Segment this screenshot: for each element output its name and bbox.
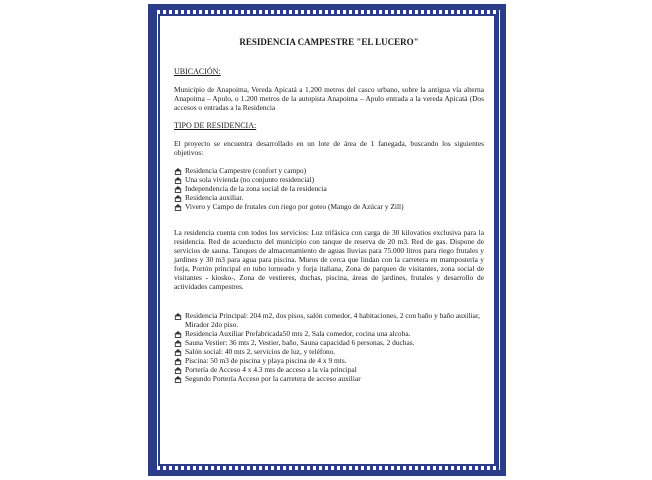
services-paragraph: La residencia cuenta con todos los servicios: Luz trifásica con carga de 30 kilovatios exclusiva para la residencia. Red de acueducto del municipio con tanque de reserva de 20 m3. Red de gas. Dispone de servicios de sauna. Tanques de almacenamiento de aguas lluvias para 75.000 litros para riego frutales y jardines y 30 m3 para agua para piscina. Muros de cerca que lindan con la carretera en mampostería y forja, Portón principal en tubo torneado y forja italiana, Zona de parqueo de visitantes, zona social de visitantes - kiosko-, Zona de vestieres, duchas, piscina, áreas de jardines, frutales y desarrollo de actividades campestres. — [174, 228, 484, 291]
list-item-text: Residencia Campestre (confort y campo) — [185, 166, 307, 175]
document-title: RESIDENCIA CAMPESTRE "EL LUCERO" — [239, 37, 419, 47]
list-item — [174, 184, 484, 193]
house-bullet-icon — [174, 330, 182, 338]
list-item — [174, 347, 484, 356]
house-bullet-icon — [174, 357, 182, 365]
list-item-text: Residencia Principal: 204 m2, dos pisos, salón comedor, 4 habitaciones, 2 con baño y baño auxiliar, Mirador 2do piso. — [185, 311, 480, 329]
list-item — [174, 193, 484, 202]
list-item — [174, 356, 484, 365]
tipo-residencia-heading: TIPO DE RESIDENCIA: — [174, 121, 257, 130]
list-item-text: Residencia Auxiliar Prefabricada50 mts 2, Sala comedor, cocina una alcoba. — [185, 329, 411, 338]
list-item-text: Residencia auxiliar. — [185, 193, 244, 202]
list-item-text: Piscina: 50 m3 de piscina y playa piscina de 4 x 9 mts. — [185, 356, 347, 365]
list-item-text: Salón social: 40 mts 2, servicios de luz, y teléfono. — [185, 347, 336, 356]
house-bullet-icon — [174, 185, 182, 193]
tipo-residencia-intro: El proyecto se encuentra desarrollado en un lote de área de 1 fanegada, buscando los siguientes objetivos: — [174, 139, 484, 157]
list-item-text: Independencia de la zona social de la residencia — [185, 184, 327, 193]
list-item — [174, 166, 484, 175]
list-item — [174, 365, 484, 374]
list-item — [174, 202, 484, 211]
objectives-list — [174, 166, 484, 211]
list-item-text: Segundo Portería Acceso por la carretera de acceso auxiliar — [185, 374, 361, 383]
page-border-frame — [148, 4, 506, 476]
ubicacion-heading: UBICACIÓN: — [174, 67, 221, 76]
list-item — [174, 311, 484, 329]
list-item — [174, 374, 484, 383]
house-bullet-icon — [174, 348, 182, 356]
ubicacion-text: Municipio de Anapoima, Vereda Apicatá a 1.200 metros del casco urbano, sobre la antigua vía alterna Anapoima – Apulo, o 1.200 metros de la autopista Anapoima – Apulo entrada a la vereda Apicatá (Dos accesos o entradas a la Residencia — [174, 85, 484, 112]
list-item-text: Portería de Acceso 4 x 4.3 mts de acceso a la vía principal — [185, 365, 357, 374]
house-bullet-icon — [174, 176, 182, 184]
house-bullet-icon — [174, 375, 182, 383]
house-bullet-icon — [174, 194, 182, 202]
features-list — [174, 311, 484, 383]
list-item — [174, 175, 484, 184]
document-page — [158, 14, 496, 466]
house-bullet-icon — [174, 339, 182, 347]
list-item-text: Vivero y Campo de frutales con riego por goteo (Mango de Azúcar y Zill) — [185, 202, 404, 211]
house-bullet-icon — [174, 167, 182, 175]
document-content — [174, 38, 484, 400]
list-item-text: Una sola vivienda (no conjunto residencial) — [185, 175, 315, 184]
house-bullet-icon — [174, 312, 182, 320]
house-bullet-icon — [174, 366, 182, 374]
house-bullet-icon — [174, 203, 182, 211]
list-item-text: Sauna Vestier: 36 mts 2, Vestier, baño, Sauna capacidad 6 personas, 2 duchas. — [185, 338, 415, 347]
list-item — [174, 329, 484, 338]
list-item — [174, 338, 484, 347]
